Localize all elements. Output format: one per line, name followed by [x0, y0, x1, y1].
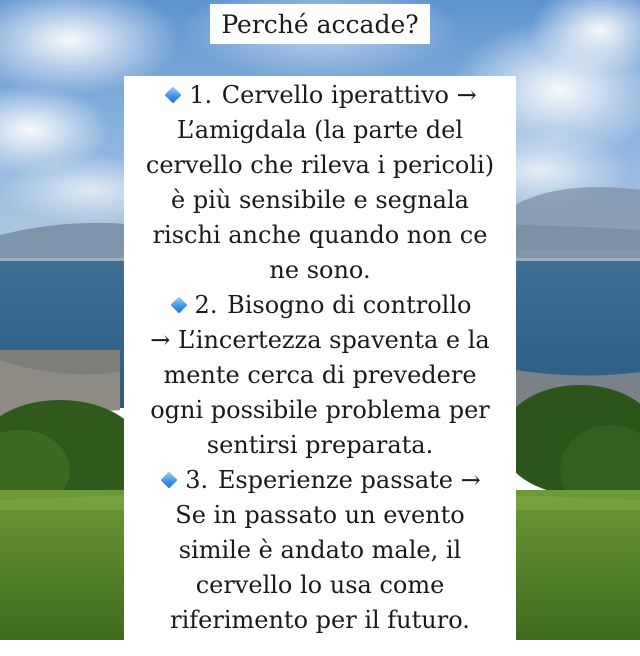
page-title: Perché accade? [221, 9, 419, 39]
point-body: Esperienze passate → Se in passato un evento simile è andato male, il cervello lo usa come riferimento per il futuro. [170, 466, 481, 634]
list-item [124, 463, 516, 638]
title-banner [210, 4, 430, 44]
blue-diamond-icon [165, 87, 182, 104]
point-number: 3. [185, 466, 209, 494]
point-number: 2. [194, 291, 218, 319]
point-body: Cervello iperattivo → L’amigdala (la parte del cervello che rileva i pericoli) è più sensibile e segnala rischi anche quando non ce ne sono. [145, 81, 495, 284]
explanation-card [124, 76, 516, 656]
point-body: Bisogno di controllo → L’incertezza spaventa e la mente cerca di prevedere ogni possibile problema per sentirsi preparata. [150, 291, 490, 459]
list-item [124, 78, 516, 288]
point-number: 1. [189, 81, 213, 109]
list-item [124, 288, 516, 463]
blue-diamond-icon [161, 472, 178, 489]
blue-diamond-icon [170, 297, 187, 314]
